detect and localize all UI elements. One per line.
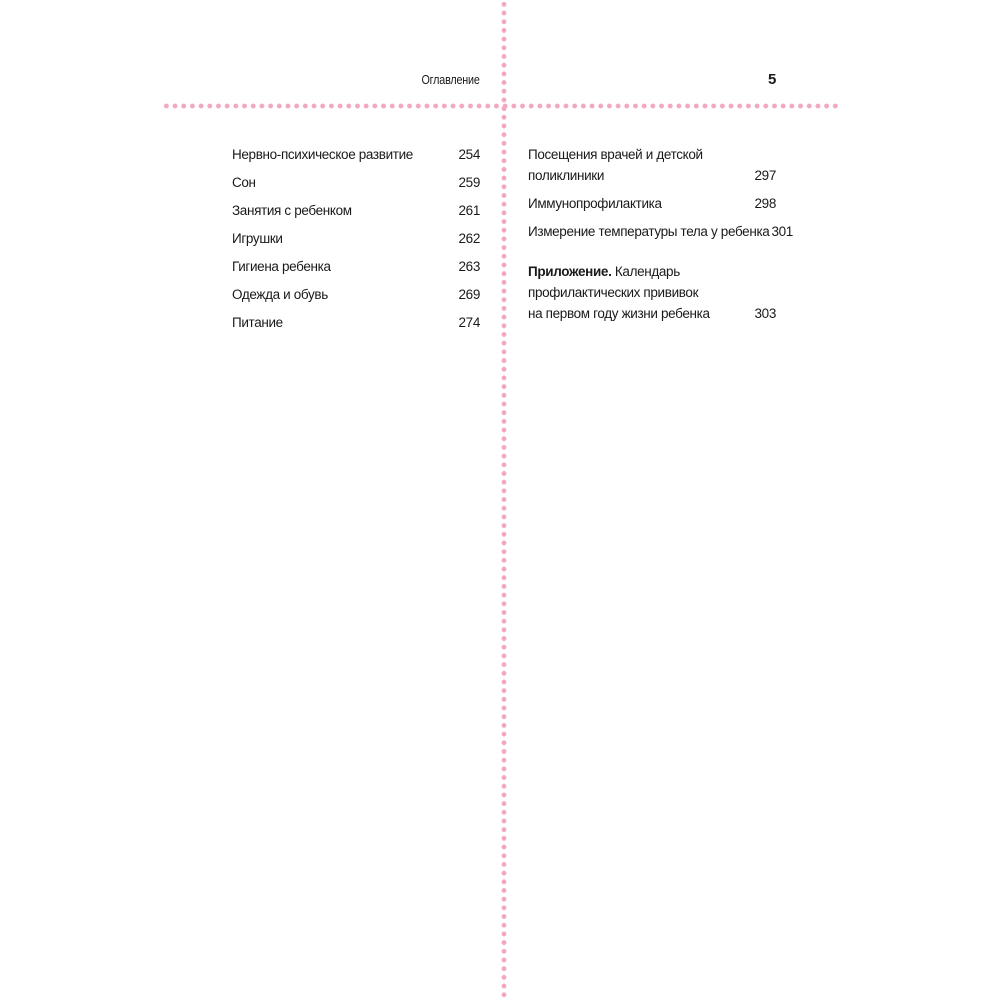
dot-leader (332, 259, 458, 273)
toc-entry-page: 303 (754, 306, 776, 321)
toc-entry-page: 262 (458, 231, 480, 246)
toc-entry-page: 254 (458, 147, 480, 162)
dot-leader (711, 306, 754, 320)
horizontal-dotted-guide (162, 103, 840, 109)
toc-entry-page: 259 (458, 175, 480, 190)
toc-entry[interactable] (528, 144, 776, 186)
toc-entry[interactable] (232, 312, 480, 333)
toc-entry-title: Сон (232, 175, 256, 190)
dot-leader (284, 231, 458, 245)
toc-entry-title: Измерение температуры тела у ребенка (528, 224, 770, 239)
toc-entry-page: 263 (458, 259, 480, 274)
appendix-label: Приложение. (528, 264, 612, 279)
dot-leader (329, 287, 458, 301)
toc-entry-title: Иммунопрофилактика (528, 196, 662, 211)
toc-entry-page: 269 (458, 287, 480, 302)
toc-entry[interactable] (232, 256, 480, 277)
toc-entry[interactable] (232, 228, 480, 249)
dot-leader (284, 315, 458, 329)
toc-entry-page: 301 (771, 224, 793, 239)
toc-entry[interactable] (232, 144, 480, 165)
toc-entry[interactable] (232, 284, 480, 305)
toc-entry[interactable] (232, 172, 480, 193)
toc-entry-page: 274 (458, 315, 480, 330)
toc-right-column (528, 144, 793, 331)
toc-entry-title: Занятия с ребенком (232, 203, 352, 218)
toc-entry[interactable] (528, 193, 776, 214)
toc-entry-page: 298 (754, 196, 776, 211)
toc-entry-title: Игрушки (232, 231, 283, 246)
dot-leader (605, 168, 754, 182)
dot-leader (257, 175, 458, 189)
dot-leader (353, 203, 458, 217)
toc-entry[interactable] (232, 200, 480, 221)
toc-entry-title: Питание (232, 315, 283, 330)
toc-entry-page: 297 (754, 168, 776, 183)
toc-entry-title: Нервно-психическое развитие (232, 147, 413, 162)
toc-entry-title: Одежда и обувь (232, 287, 328, 302)
toc-entry-page: 261 (458, 203, 480, 218)
page-number: 5 (768, 71, 777, 88)
vertical-dotted-guide (501, 0, 507, 1000)
appendix-title-continued: на первом году жизни ребенка (528, 306, 710, 321)
toc-entry-title-continued: поликлиники (528, 168, 605, 183)
toc-left-column (232, 144, 480, 340)
appendix-title: Календарь (614, 264, 680, 279)
toc-entry-title: Посещения врачей и детской (528, 147, 703, 162)
dot-leader (663, 196, 754, 210)
appendix-title-continued: профилактических прививок (528, 285, 699, 300)
toc-entry-appendix[interactable] (528, 261, 776, 324)
toc-entry[interactable] (528, 221, 793, 242)
toc-entry-title: Гигиена ребенка (232, 259, 331, 274)
running-title: Оглавление (421, 73, 480, 87)
dot-leader (414, 147, 458, 161)
